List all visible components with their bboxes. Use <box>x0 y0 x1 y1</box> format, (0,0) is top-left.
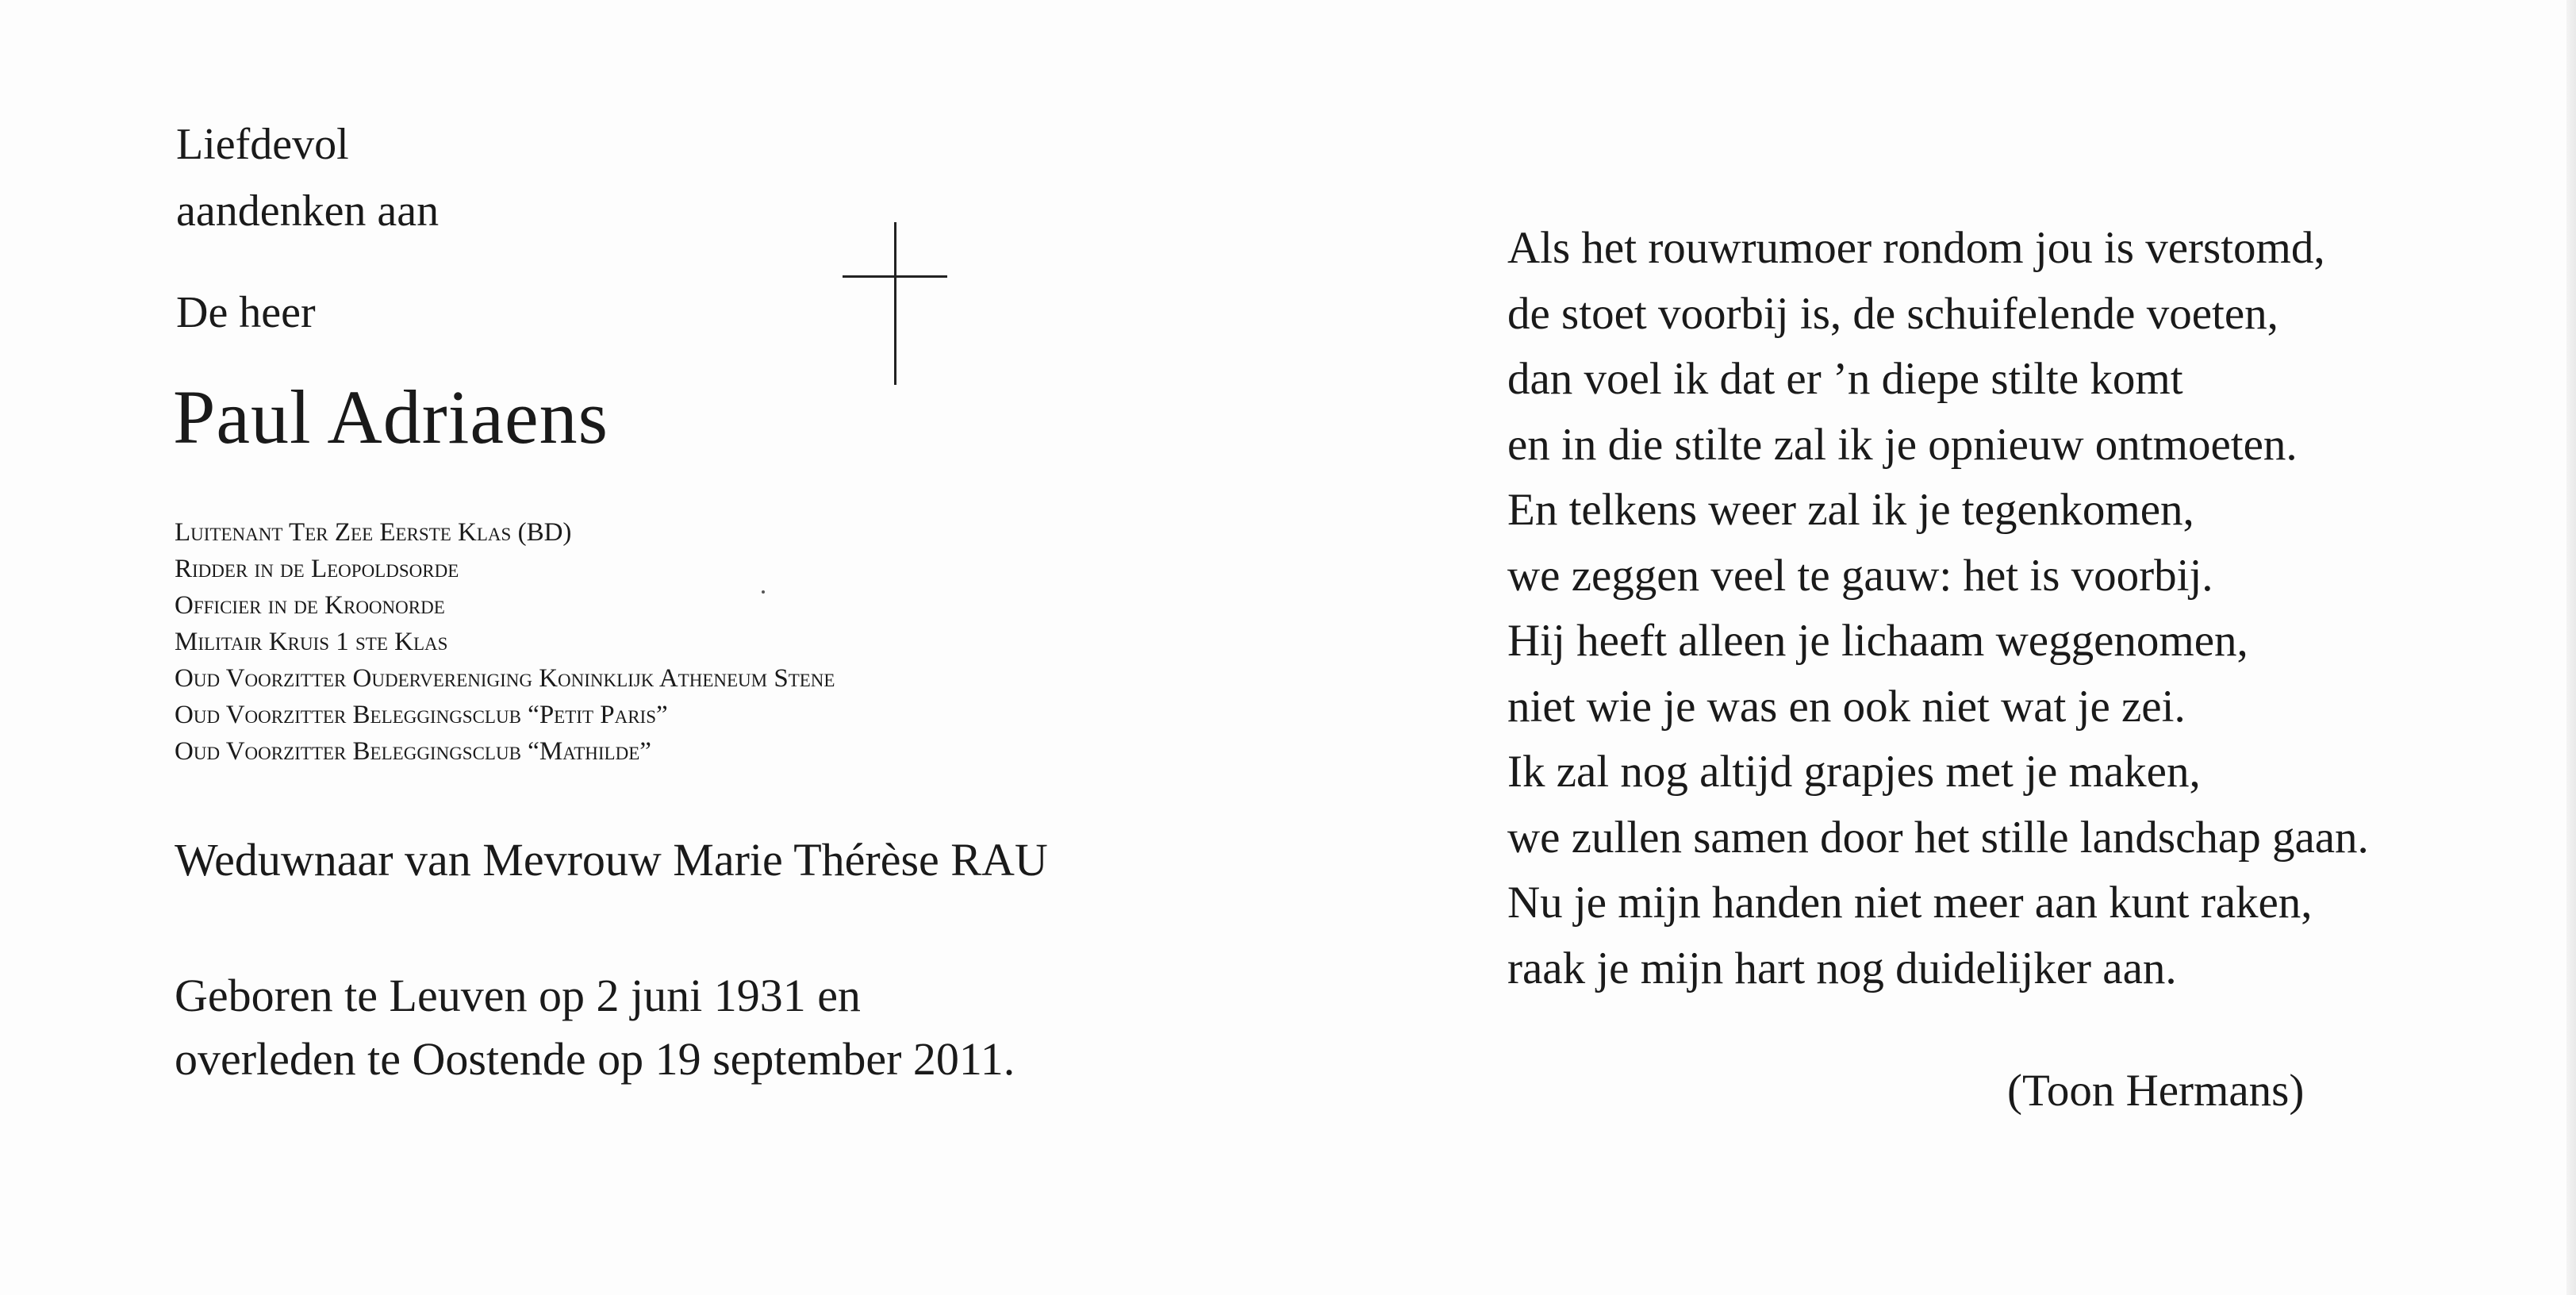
salutation: De heer <box>176 288 316 337</box>
poem-line: Als het rouwrumoer rondom jou is verstomd, <box>1507 223 2325 273</box>
card-edge <box>2566 0 2576 1295</box>
poem-line: de stoet voorbij is, de schuifelende voeten, <box>1507 288 2278 339</box>
intro-text <box>176 111 439 244</box>
poem-line: Ik zal nog altijd grapjes met je maken, <box>1507 747 2201 797</box>
cross-vertical-bar <box>894 222 896 385</box>
cross-horizontal-bar <box>843 275 947 278</box>
poem-line: we zullen samen door het stille landschap gaan. <box>1507 812 2369 863</box>
title-item: Ridder in de Leopoldsorde <box>175 555 459 583</box>
title-item: Luitenant Ter Zee Eerste Klas (BD) <box>175 518 572 547</box>
print-speck <box>762 590 765 594</box>
poem-author: (Toon Hermans) <box>2007 1066 2305 1116</box>
poem-line: niet wie je was en ook niet wat je zei. <box>1507 681 2186 732</box>
poem-line: we zeggen veel te gauw: het is voorbij. <box>1507 550 2213 601</box>
poem-line: Nu je mijn handen niet meer aan kunt raken, <box>1507 878 2313 928</box>
death-line: overleden te Oostende op 19 september 2011. <box>175 1033 1015 1085</box>
widower-line: Weduwnaar van Mevrouw Marie Thérèse RAU <box>175 834 1048 886</box>
poem-line: en in die stilte zal ik je opnieuw ontmoeten. <box>1507 419 2298 470</box>
poem-line: Hij heeft alleen je lichaam weggenomen, <box>1507 616 2248 666</box>
cross-icon <box>843 222 947 385</box>
deceased-name: Paul Adriaens <box>173 375 608 459</box>
title-item: Oud Voorzitter Oudervereniging Koninklijk Atheneum Stene <box>175 664 835 693</box>
title-item: Oud Voorzitter Beleggingsclub “Petit Paris” <box>175 701 668 729</box>
title-item: Oud Voorzitter Beleggingsclub “Mathilde” <box>175 737 651 766</box>
poem-line: En telkens weer zal ik je tegenkomen, <box>1507 485 2194 535</box>
birth-death-text <box>175 964 1015 1091</box>
poem-line: raak je mijn hart nog duidelijker aan. <box>1507 943 2177 993</box>
poem-line: dan voel ik dat er ’n diepe stilte komt <box>1507 354 2183 404</box>
intro-line-1: Liefdevol <box>176 120 349 169</box>
birth-line: Geboren te Leuven op 2 juni 1931 en <box>175 970 861 1021</box>
intro-line-2: aandenken aan <box>176 186 440 236</box>
title-item: Officier in de Kroonorde <box>175 591 445 620</box>
honorific-titles-list <box>175 514 835 770</box>
poem <box>1507 216 2369 1001</box>
title-item: Militair Kruis 1 ste Klas <box>175 628 448 656</box>
